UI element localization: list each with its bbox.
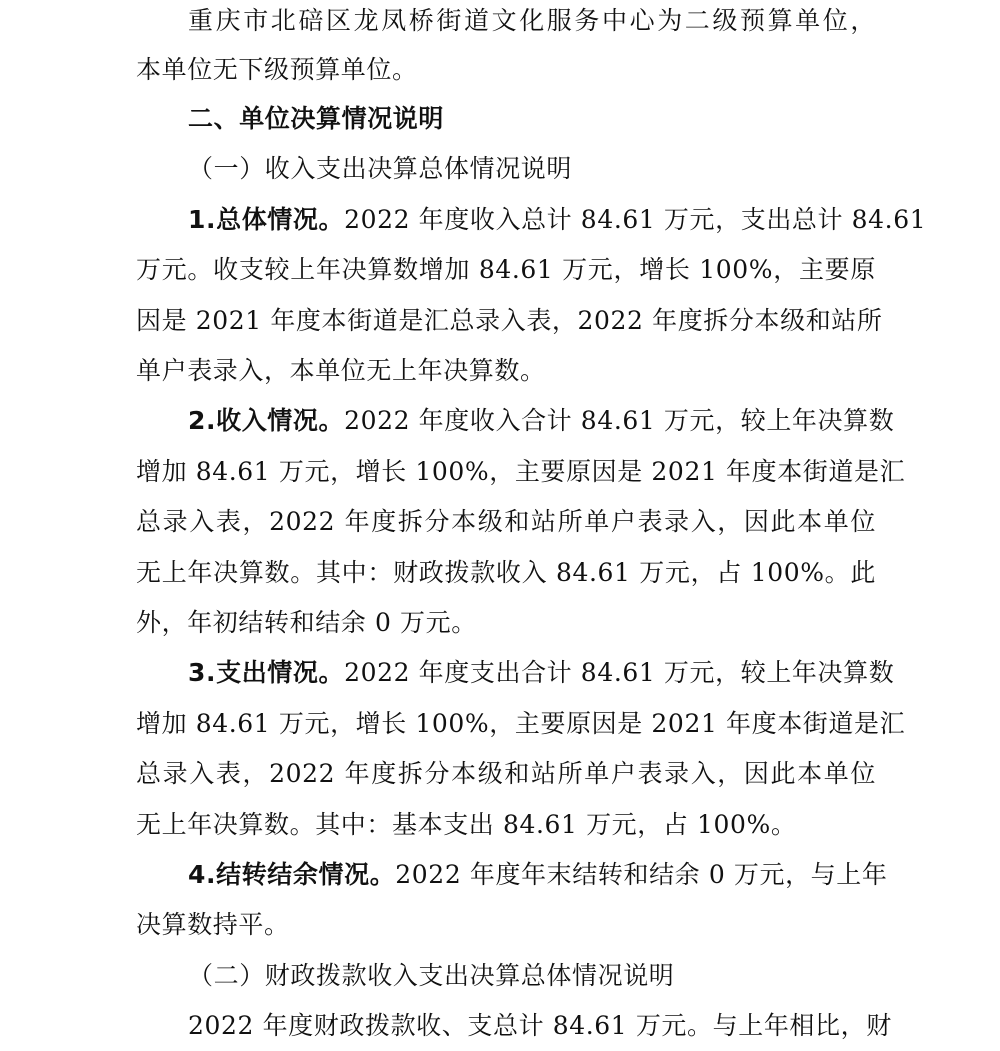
text-line: 本单位无下级预算单位。	[136, 55, 418, 84]
text-line: 无上年决算数。其中：基本支出 84.61 万元，占 100%。	[136, 810, 797, 839]
paragraph-line	[136, 45, 876, 95]
text-line: 2022 年度收入总计 84.61 万元，支出总计 84.61	[344, 205, 927, 234]
text-line: 2022 年度财政拨款收、支总计 84.61 万元。与上年相比，财	[188, 1011, 892, 1040]
paragraph-lead: 2.收入情况。	[188, 406, 345, 435]
text-line: 2022 年度支出合计 84.61 万元，较上年决算数	[344, 658, 895, 687]
text-line: 增加 84.61 万元，增长 100%，主要原因是 2021 年度本街道是汇	[136, 457, 906, 486]
paragraph-line	[136, 699, 906, 749]
paragraph-line	[136, 548, 876, 598]
text-line: 总录入表，2022 年度拆分本级和站所单户表录入，因此本单位	[136, 507, 876, 536]
text-line: 总录入表，2022 年度拆分本级和站所单户表录入，因此本单位	[136, 759, 876, 788]
paragraph-line	[188, 0, 876, 46]
text-line: 万元。收支较上年决算数增加 84.61 万元，增长 100%，主要原	[136, 255, 876, 284]
section-heading	[188, 94, 876, 144]
paragraph-line	[136, 497, 876, 547]
text-line: 因是 2021 年度本街道是汇总录入表，2022 年度拆分本级和站所	[136, 306, 883, 335]
text-line: 无上年决算数。其中：财政拨款收入 84.61 万元，占 100%。此	[136, 558, 876, 587]
heading-text: （二）财政拨款收入支出决算总体情况说明	[188, 961, 675, 990]
text-line: 2022 年度年末结转和结余 0 万元，与上年	[395, 860, 888, 889]
paragraph-lead: 3.支出情况。	[188, 658, 345, 687]
paragraph-line	[188, 648, 895, 698]
paragraph-line	[188, 396, 895, 446]
paragraph-line	[136, 296, 883, 346]
paragraph-line	[136, 346, 876, 396]
text-line: 增加 84.61 万元，增长 100%，主要原因是 2021 年度本街道是汇	[136, 709, 906, 738]
paragraph-line	[136, 749, 876, 799]
heading-text: （一）收入支出决算总体情况说明	[188, 154, 573, 183]
paragraph-line	[136, 900, 876, 950]
paragraph-line	[136, 800, 876, 850]
text-line: 重庆市北碚区龙凤桥街道文化服务中心为二级预算单位，	[188, 6, 876, 35]
paragraph-line	[188, 1001, 892, 1051]
subsection-heading	[188, 951, 876, 1001]
paragraph-line	[188, 195, 927, 245]
paragraph-lead: 1.总体情况。	[188, 205, 345, 234]
paragraph-lead: 4.结转结余情况。	[188, 860, 396, 889]
heading-text: 二、单位决算情况说明	[188, 104, 445, 133]
text-line: 2022 年度收入合计 84.61 万元，较上年决算数	[344, 406, 895, 435]
text-line: 单户表录入，本单位无上年决算数。	[136, 356, 546, 385]
text-line: 外，年初结转和结余 0 万元。	[136, 608, 477, 637]
subsection-heading	[188, 144, 876, 194]
text-line: 决算数持平。	[136, 910, 290, 939]
paragraph-line	[136, 598, 876, 648]
paragraph-line	[188, 850, 888, 900]
paragraph-line	[136, 245, 876, 295]
paragraph-line	[136, 447, 906, 497]
